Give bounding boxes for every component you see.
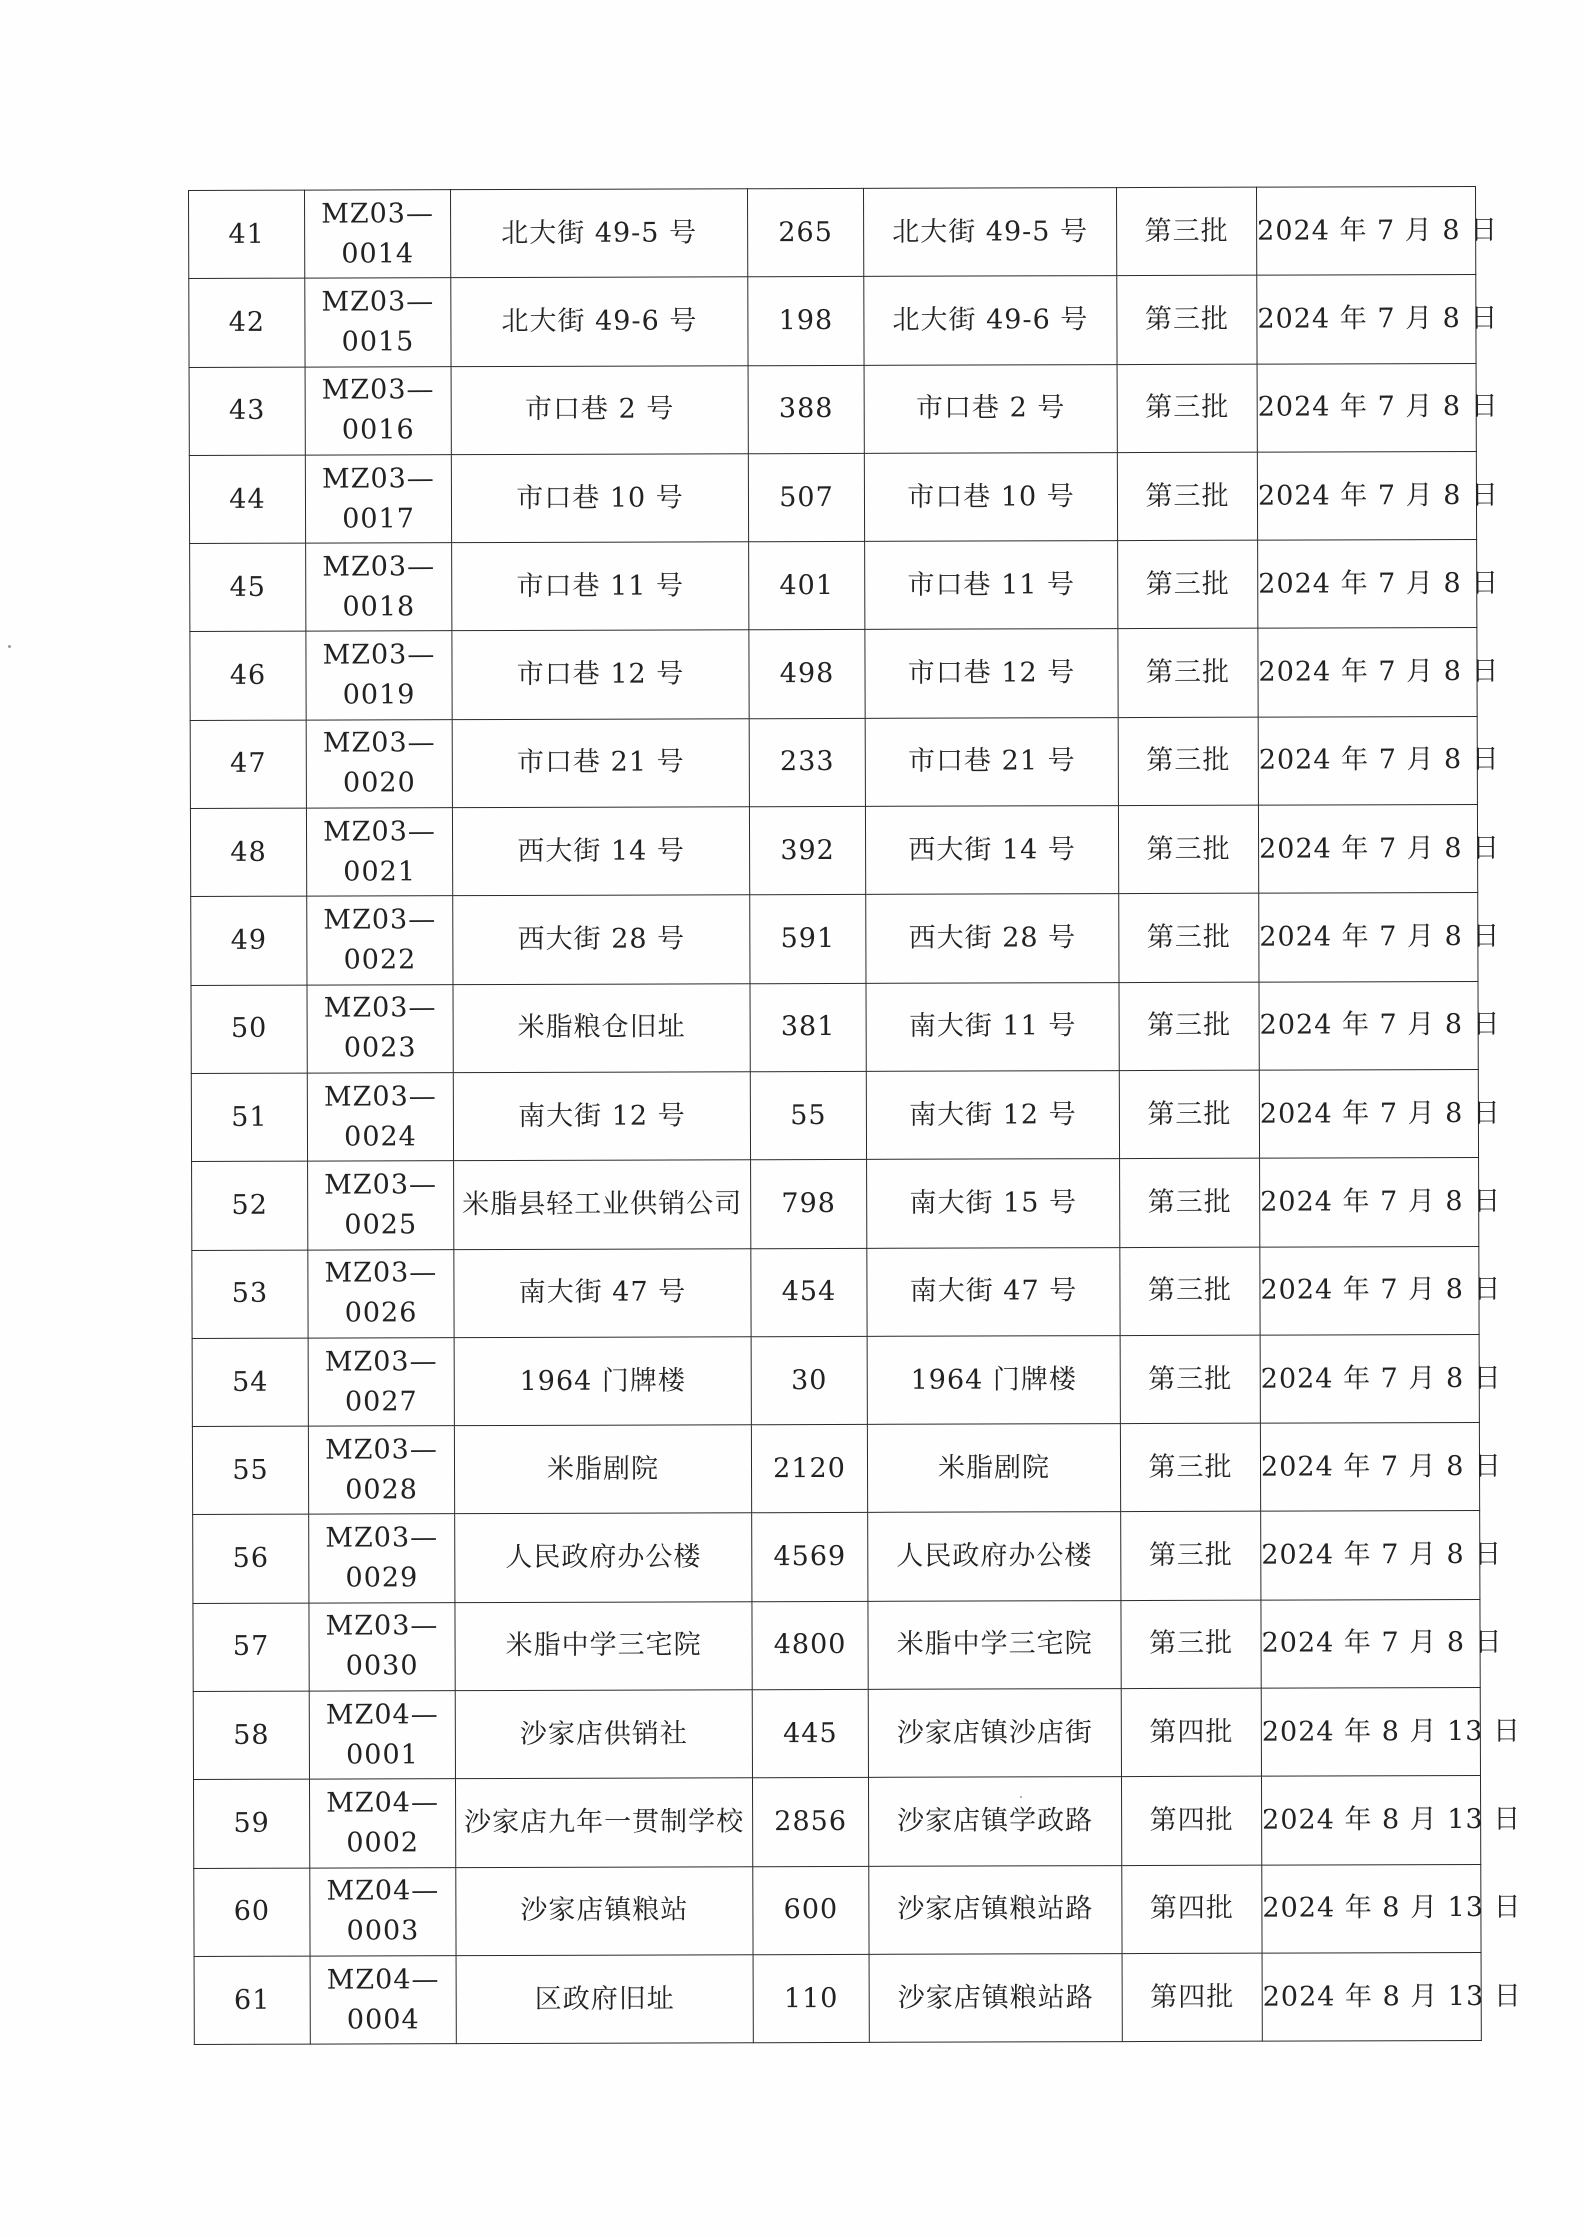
record-code-prefix: MZ03— <box>322 639 436 671</box>
site-area: 445 <box>752 1689 868 1778</box>
site-location: 南大街 11 号 <box>866 982 1119 1071</box>
site-location: 西大街 14 号 <box>865 806 1118 895</box>
batch-label: 第三批 <box>1118 805 1258 894</box>
row-number: 54 <box>192 1338 308 1427</box>
site-location: 市口巷 10 号 <box>864 452 1117 541</box>
record-code-prefix: MZ03— <box>323 1080 437 1113</box>
table-row <box>190 805 1477 897</box>
announcement-date: 2024 年 7 月 8 日 <box>1258 805 1477 894</box>
batch-label: 第四批 <box>1122 1865 1262 1954</box>
row-number: 49 <box>191 897 307 986</box>
record-code-prefix: MZ04— <box>326 1963 440 1996</box>
site-name: 米脂县轻工业供销公司 <box>454 1160 751 1249</box>
site-area: 233 <box>749 718 865 807</box>
announcement-date: 2024 年 7 月 8 日 <box>1256 186 1475 275</box>
table-row <box>193 1599 1480 1691</box>
record-code-suffix: 0015 <box>341 326 415 358</box>
record-code <box>308 1161 454 1250</box>
record-code-suffix: 0027 <box>344 1385 418 1418</box>
announcement-date: 2024 年 7 月 8 日 <box>1257 363 1476 452</box>
announcement-date: 2024 年 8 月 13 日 <box>1261 1776 1480 1865</box>
row-number: 55 <box>192 1426 308 1515</box>
site-area: 4569 <box>752 1513 868 1602</box>
row-number: 46 <box>190 632 306 721</box>
site-area: 2120 <box>751 1425 867 1514</box>
announcement-date: 2024 年 7 月 8 日 <box>1260 1423 1479 1512</box>
announcement-date: 2024 年 7 月 8 日 <box>1257 275 1476 364</box>
record-code <box>310 1867 456 1956</box>
record-code <box>308 1338 454 1427</box>
table-row <box>194 1864 1481 1956</box>
site-area: 591 <box>750 895 866 984</box>
record-code-prefix: MZ03— <box>323 992 437 1024</box>
row-number: 47 <box>190 720 306 809</box>
record-code-suffix: 0021 <box>343 856 417 888</box>
announcement-date: 2024 年 7 月 8 日 <box>1259 1069 1478 1158</box>
site-location: 1964 门牌楼 <box>867 1335 1120 1424</box>
site-area: 55 <box>750 1071 866 1160</box>
record-code-prefix: MZ04— <box>325 1698 439 1731</box>
batch-label: 第四批 <box>1121 1776 1261 1865</box>
site-name: 米脂粮仓旧址 <box>453 983 750 1072</box>
site-name: 沙家店供销社 <box>455 1690 752 1779</box>
record-code-suffix: 0025 <box>344 1209 418 1241</box>
record-code-suffix: 0019 <box>342 679 416 711</box>
row-number: 42 <box>189 278 305 367</box>
record-code <box>308 1249 454 1338</box>
site-area: 454 <box>751 1248 867 1337</box>
row-number: 58 <box>193 1691 309 1780</box>
batch-label: 第三批 <box>1119 982 1259 1071</box>
scan-speck <box>1020 1796 1022 1798</box>
record-code-prefix: MZ03— <box>325 1434 438 1466</box>
batch-label: 第三批 <box>1120 1335 1260 1424</box>
row-number: 52 <box>192 1161 308 1250</box>
record-code <box>307 984 453 1073</box>
site-name: 市口巷 2 号 <box>451 365 748 454</box>
record-code-prefix: MZ04— <box>326 1787 439 1819</box>
record-code <box>309 1691 455 1780</box>
site-location: 沙家店镇粮站路 <box>869 1865 1122 1954</box>
site-area: 2856 <box>752 1778 868 1867</box>
site-name: 市口巷 10 号 <box>451 454 748 543</box>
record-code-prefix: MZ03— <box>322 727 436 760</box>
site-area: 110 <box>753 1954 869 2043</box>
record-code-suffix: 0003 <box>346 1915 420 1947</box>
record-code-suffix: 0024 <box>344 1120 417 1153</box>
record-code <box>309 1602 455 1691</box>
record-code-prefix: MZ03— <box>324 1345 438 1378</box>
table-row <box>192 1246 1479 1338</box>
batch-label: 第四批 <box>1121 1688 1261 1777</box>
site-location: 南大街 12 号 <box>866 1071 1119 1160</box>
record-code <box>305 455 451 544</box>
record-code-suffix: 0030 <box>345 1650 419 1682</box>
record-code <box>305 190 451 279</box>
announcement-date: 2024 年 7 月 8 日 <box>1261 1599 1480 1688</box>
record-code-prefix: MZ03— <box>321 462 435 495</box>
site-location: 北大街 49-5 号 <box>863 188 1116 277</box>
site-name: 沙家店镇粮站 <box>456 1866 753 1955</box>
heritage-register-table <box>188 186 1522 2045</box>
site-location: 市口巷 12 号 <box>865 629 1118 718</box>
record-code-prefix: MZ03— <box>325 1522 439 1554</box>
site-location: 米脂剧院 <box>867 1424 1120 1513</box>
table-row <box>191 1069 1478 1161</box>
site-area: 388 <box>748 365 864 454</box>
table-row <box>189 363 1476 455</box>
row-number: 60 <box>194 1868 310 1957</box>
site-name: 市口巷 21 号 <box>452 719 749 808</box>
site-area: 498 <box>749 630 865 719</box>
scan-speck <box>8 645 11 648</box>
row-number: 56 <box>193 1515 309 1604</box>
announcement-date: 2024 年 7 月 8 日 <box>1259 981 1478 1070</box>
table-row <box>189 275 1476 367</box>
announcement-date: 2024 年 7 月 8 日 <box>1259 893 1478 982</box>
table-row <box>192 1334 1479 1426</box>
table-row <box>193 1511 1480 1603</box>
announcement-date: 2024 年 8 月 13 日 <box>1262 1864 1481 1953</box>
row-number: 43 <box>189 367 305 456</box>
site-name: 北大街 49-6 号 <box>451 277 748 366</box>
site-location: 西大街 28 号 <box>866 894 1119 983</box>
site-name: 沙家店九年一贯制学校 <box>455 1778 752 1867</box>
table-row <box>190 716 1477 808</box>
row-number: 48 <box>190 808 306 897</box>
site-location: 沙家店镇粮站路 <box>869 1954 1122 2043</box>
site-area: 600 <box>753 1866 869 1955</box>
batch-label: 第三批 <box>1121 1512 1261 1601</box>
table-row <box>193 1776 1480 1868</box>
site-location: 北大街 49-6 号 <box>864 276 1117 365</box>
record-code <box>308 1426 454 1515</box>
batch-label: 第三批 <box>1117 452 1257 541</box>
table-row <box>192 1423 1479 1515</box>
batch-label: 第四批 <box>1122 1953 1262 2042</box>
record-code-suffix: 0018 <box>342 591 416 623</box>
site-name: 市口巷 12 号 <box>452 630 749 719</box>
record-code-suffix: 0023 <box>343 1032 417 1064</box>
batch-label: 第三批 <box>1119 1070 1259 1159</box>
site-name: 西大街 28 号 <box>453 895 750 984</box>
record-code <box>310 1956 456 2045</box>
record-code <box>307 896 453 985</box>
site-name: 1964 门牌楼 <box>454 1337 751 1426</box>
site-name: 南大街 47 号 <box>454 1248 751 1337</box>
record-code-suffix: 0004 <box>346 2003 420 2036</box>
record-code-suffix: 0001 <box>346 1738 419 1771</box>
record-code <box>309 1514 455 1603</box>
record-code-suffix: 0026 <box>344 1297 418 1329</box>
row-number: 41 <box>189 190 305 279</box>
row-number: 59 <box>193 1779 309 1868</box>
record-code <box>306 808 452 897</box>
site-location: 南大街 15 号 <box>867 1159 1120 1248</box>
batch-label: 第三批 <box>1116 187 1256 276</box>
announcement-date: 2024 年 7 月 8 日 <box>1260 1246 1479 1335</box>
batch-label: 第三批 <box>1118 540 1258 629</box>
table-row <box>191 893 1478 985</box>
site-area: 798 <box>751 1160 867 1249</box>
site-name: 北大街 49-5 号 <box>451 189 748 278</box>
record-code-prefix: MZ03— <box>323 904 437 936</box>
record-code-suffix: 0028 <box>345 1474 418 1506</box>
record-code-prefix: MZ03— <box>321 286 435 318</box>
announcement-date: 2024 年 7 月 8 日 <box>1260 1334 1479 1423</box>
record-code-prefix: MZ03— <box>321 374 435 406</box>
batch-label: 第三批 <box>1121 1600 1261 1689</box>
record-code-prefix: MZ03— <box>325 1610 439 1642</box>
record-code-suffix: 0022 <box>343 944 417 976</box>
announcement-date: 2024 年 8 月 13 日 <box>1261 1687 1480 1776</box>
record-code <box>305 278 451 367</box>
site-location: 沙家店镇学政路 <box>868 1777 1121 1866</box>
record-code-prefix: MZ04— <box>326 1875 440 1907</box>
row-number: 53 <box>192 1250 308 1339</box>
row-number: 57 <box>193 1603 309 1692</box>
site-area: 4800 <box>752 1601 868 1690</box>
record-code-suffix: 0002 <box>346 1827 420 1859</box>
site-location: 南大街 47 号 <box>867 1247 1120 1336</box>
row-number: 44 <box>189 455 305 544</box>
record-code <box>306 631 452 720</box>
row-number: 45 <box>190 543 306 632</box>
record-code <box>309 1779 455 1868</box>
site-area: 507 <box>748 453 864 542</box>
record-code-prefix: MZ03— <box>323 815 436 848</box>
site-name: 南大街 12 号 <box>453 1072 750 1161</box>
batch-label: 第三批 <box>1118 717 1258 806</box>
site-area: 401 <box>749 542 865 631</box>
table-row <box>189 186 1476 278</box>
table-row <box>194 1952 1481 2044</box>
site-location: 人民政府办公楼 <box>868 1512 1121 1601</box>
site-area: 265 <box>747 188 863 277</box>
site-name: 西大街 14 号 <box>452 807 749 896</box>
site-name: 米脂中学三宅院 <box>455 1601 752 1690</box>
record-code <box>306 543 452 632</box>
announcement-date: 2024 年 7 月 8 日 <box>1257 451 1476 540</box>
table-row <box>190 628 1477 720</box>
site-area: 381 <box>750 983 866 1072</box>
batch-label: 第三批 <box>1117 364 1257 453</box>
announcement-date: 2024 年 7 月 8 日 <box>1261 1511 1480 1600</box>
batch-label: 第三批 <box>1120 1423 1260 1512</box>
announcement-date: 2024 年 7 月 8 日 <box>1258 628 1477 717</box>
site-area: 392 <box>749 806 865 895</box>
announcement-date: 2024 年 7 月 8 日 <box>1260 1158 1479 1247</box>
announcement-date: 2024 年 7 月 8 日 <box>1258 716 1477 805</box>
site-name: 区政府旧址 <box>456 1955 753 2044</box>
site-location: 市口巷 21 号 <box>865 717 1118 806</box>
record-code-suffix: 0017 <box>342 502 415 535</box>
site-name: 米脂剧院 <box>454 1425 751 1514</box>
batch-label: 第三批 <box>1117 275 1257 364</box>
record-code-suffix: 0020 <box>342 767 416 799</box>
record-code-suffix: 0016 <box>341 414 415 446</box>
batch-label: 第三批 <box>1120 1247 1260 1336</box>
table-row <box>191 981 1478 1073</box>
site-area: 198 <box>748 277 864 366</box>
site-name: 人民政府办公楼 <box>455 1513 752 1602</box>
record-code <box>305 366 451 455</box>
record-code <box>307 1073 453 1162</box>
row-number: 50 <box>191 985 307 1074</box>
table-row <box>189 451 1476 543</box>
site-area: 30 <box>751 1336 867 1425</box>
record-code-prefix: MZ03— <box>321 197 434 230</box>
site-location: 沙家店镇沙店街 <box>868 1689 1121 1778</box>
record-code-prefix: MZ03— <box>324 1257 438 1289</box>
announcement-date: 2024 年 7 月 8 日 <box>1258 540 1477 629</box>
row-number: 61 <box>194 1956 310 2045</box>
batch-label: 第三批 <box>1120 1158 1260 1247</box>
record-code-prefix: MZ03— <box>324 1169 438 1201</box>
record-code <box>306 719 452 808</box>
site-location: 米脂中学三宅院 <box>868 1600 1121 1689</box>
table-row <box>192 1158 1479 1250</box>
site-location: 市口巷 11 号 <box>865 541 1118 630</box>
table-row <box>193 1687 1480 1779</box>
record-code-suffix: 0029 <box>345 1562 419 1594</box>
row-number: 51 <box>191 1073 307 1162</box>
table-body <box>189 186 1522 2044</box>
site-name: 市口巷 11 号 <box>452 542 749 631</box>
table-row <box>190 540 1477 632</box>
batch-label: 第三批 <box>1119 894 1259 983</box>
record-code-suffix: 0014 <box>341 237 415 270</box>
record-code-prefix: MZ03— <box>322 551 436 583</box>
batch-label: 第三批 <box>1118 629 1258 718</box>
site-location: 市口巷 2 号 <box>864 364 1117 453</box>
announcement-date: 2024 年 8 月 13 日 <box>1262 1952 1481 2041</box>
